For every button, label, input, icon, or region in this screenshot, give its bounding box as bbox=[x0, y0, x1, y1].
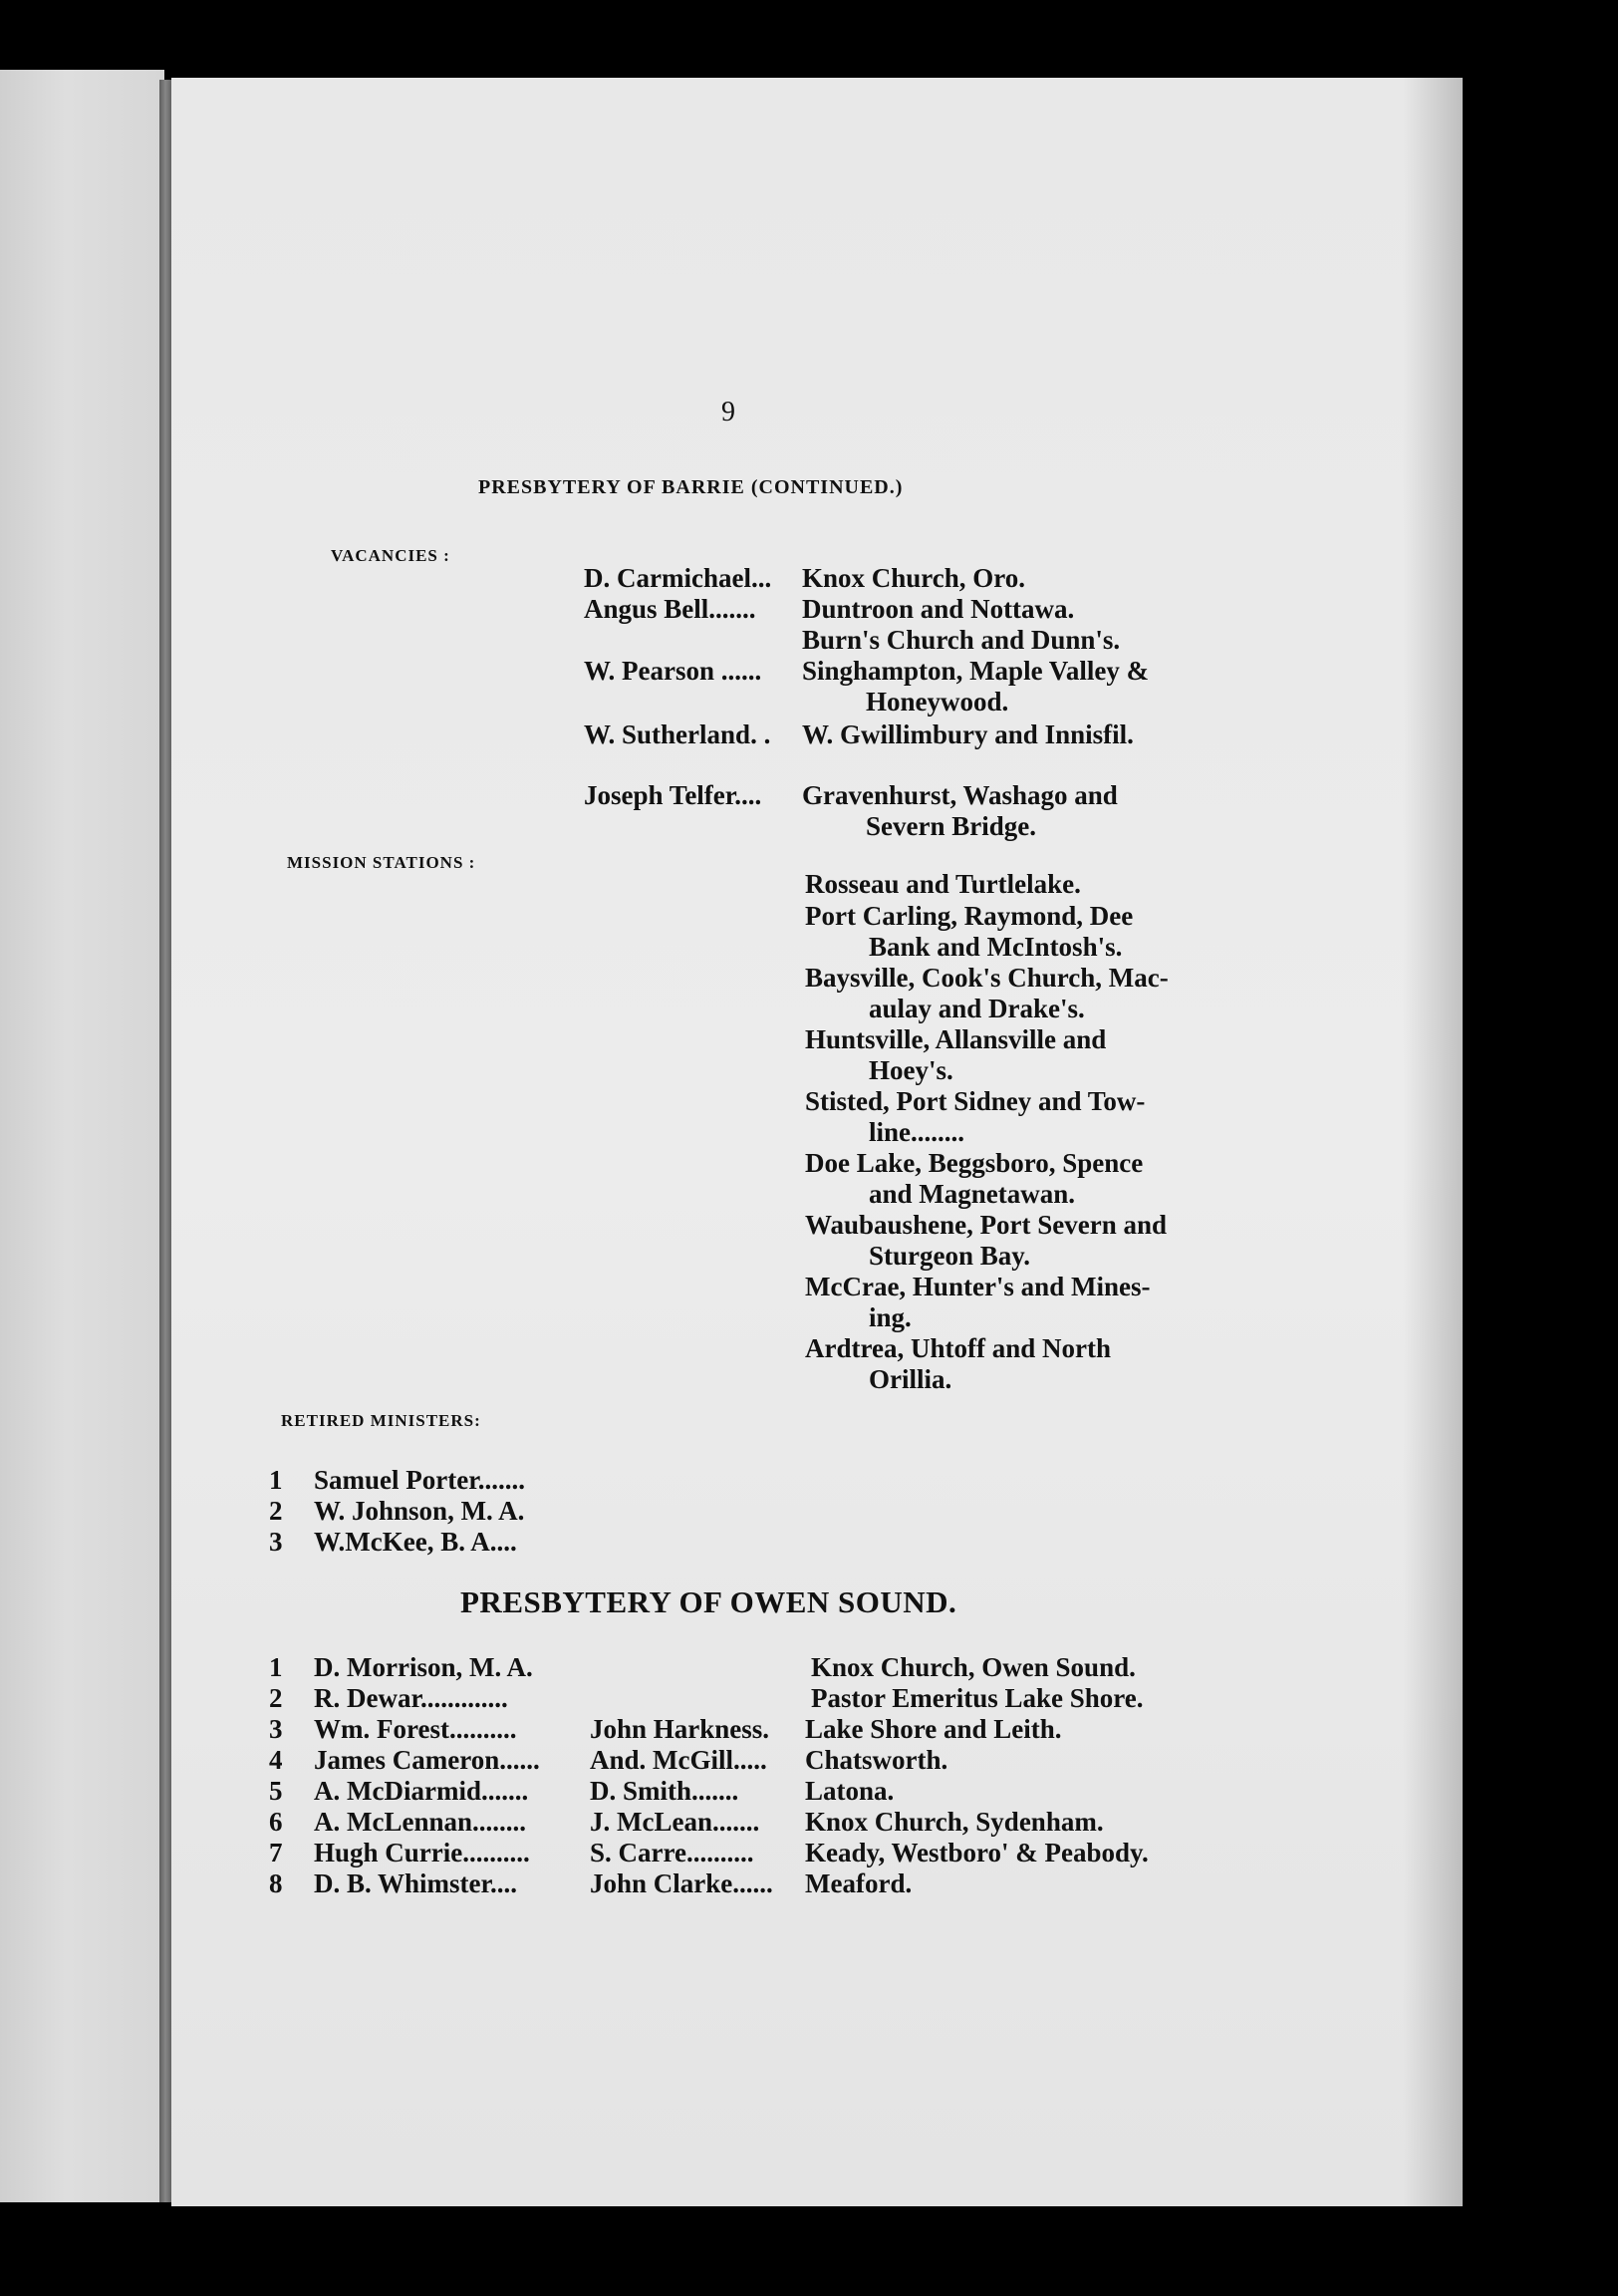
charge: Keady, Westboro' & Peabody. bbox=[805, 1838, 1149, 1867]
row-number: 5 bbox=[269, 1776, 283, 1806]
retired-name: W.McKee, B. A.... bbox=[314, 1527, 517, 1557]
vacancy-name: D. Carmichael... bbox=[584, 563, 772, 593]
vacancies-label: VACANCIES : bbox=[331, 546, 450, 565]
elder-name: S. Carre.......... bbox=[590, 1838, 754, 1867]
minister-name: A. McLennan........ bbox=[314, 1807, 527, 1837]
row-number: 7 bbox=[269, 1838, 283, 1867]
minister-name: R. Dewar............. bbox=[314, 1683, 508, 1713]
minister-name: D. Morrison, M. A. bbox=[314, 1652, 533, 1682]
elder-name: And. McGill..... bbox=[590, 1745, 767, 1775]
charge: Chatsworth. bbox=[805, 1745, 948, 1775]
mission-station: Rosseau and Turtlelake. bbox=[805, 869, 1081, 899]
left-page-edge bbox=[0, 70, 164, 2202]
mission-station: Ardtrea, Uhtoff and North bbox=[805, 1333, 1111, 1363]
document-page bbox=[171, 78, 1463, 2206]
elder-name: D. Smith....... bbox=[590, 1776, 739, 1806]
mission-station-cont: Hoey's. bbox=[869, 1055, 953, 1085]
mission-station: Huntsville, Allansville and bbox=[805, 1024, 1107, 1054]
row-number: 1 bbox=[269, 1652, 283, 1682]
mission-station: Stisted, Port Sidney and Tow- bbox=[805, 1086, 1146, 1116]
retired-name: Samuel Porter....... bbox=[314, 1465, 525, 1495]
mission-station: Baysville, Cook's Church, Mac- bbox=[805, 963, 1169, 993]
mission-station-cont: line........ bbox=[869, 1117, 965, 1147]
page-number: 9 bbox=[721, 397, 735, 428]
row-number: 4 bbox=[269, 1745, 283, 1775]
mission-station-cont: Orillia. bbox=[869, 1364, 952, 1394]
mission-station: McCrae, Hunter's and Mines- bbox=[805, 1272, 1151, 1301]
minister-name: D. B. Whimster.... bbox=[314, 1868, 518, 1898]
book-gutter bbox=[159, 80, 171, 2202]
charge: Meaford. bbox=[805, 1868, 913, 1898]
charge: Pastor Emeritus Lake Shore. bbox=[811, 1683, 1144, 1713]
vacancy-name: W. Sutherland. . bbox=[584, 719, 771, 749]
charge: Lake Shore and Leith. bbox=[805, 1714, 1062, 1744]
mission-station-cont: ing. bbox=[869, 1302, 912, 1332]
mission-station: Waubaushene, Port Severn and bbox=[805, 1210, 1168, 1240]
mission-station: Doe Lake, Beggsboro, Spence bbox=[805, 1148, 1144, 1178]
mission-stations-label: MISSION STATIONS : bbox=[287, 853, 476, 872]
page-shadow bbox=[1403, 78, 1463, 2206]
retired-number: 1 bbox=[269, 1465, 283, 1495]
elder-name: John Harkness. bbox=[590, 1714, 770, 1744]
elder-name: J. McLean....... bbox=[590, 1807, 760, 1837]
retired-name: W. Johnson, M. A. bbox=[314, 1496, 525, 1526]
section-heading-owen-sound: PRESBYTERY OF OWEN SOUND. bbox=[460, 1584, 957, 1619]
retired-number: 3 bbox=[269, 1527, 283, 1557]
vacancy-name: W. Pearson ...... bbox=[584, 656, 762, 686]
row-number: 6 bbox=[269, 1807, 283, 1837]
row-number: 8 bbox=[269, 1868, 283, 1898]
minister-name: Wm. Forest.......... bbox=[314, 1714, 517, 1744]
charge: Knox Church, Sydenham. bbox=[805, 1807, 1104, 1837]
vacancy-place-cont: Honeywood. bbox=[866, 687, 1009, 717]
mission-station-cont: and Magnetawan. bbox=[869, 1179, 1076, 1209]
vacancy-name: Joseph Telfer.... bbox=[584, 780, 762, 810]
minister-name: James Cameron...... bbox=[314, 1745, 540, 1775]
vacancy-name: Angus Bell....... bbox=[584, 594, 756, 624]
section-heading-barrie: PRESBYTERY OF BARRIE (CONTINUED.) bbox=[478, 476, 904, 498]
vacancy-place: Knox Church, Oro. bbox=[802, 563, 1026, 593]
vacancy-place: W. Gwillimbury and Innisfil. bbox=[802, 719, 1134, 749]
minister-name: Hugh Currie.......... bbox=[314, 1838, 530, 1867]
elder-name: John Clarke...... bbox=[590, 1868, 773, 1898]
vacancy-place: Gravenhurst, Washago and bbox=[802, 780, 1118, 810]
charge: Latona. bbox=[805, 1776, 895, 1806]
vacancy-place-cont: Severn Bridge. bbox=[866, 811, 1036, 841]
charge: Knox Church, Owen Sound. bbox=[811, 1652, 1136, 1682]
vacancy-place: Duntroon and Nottawa. bbox=[802, 594, 1075, 624]
retired-ministers-label: RETIRED MINISTERS: bbox=[281, 1411, 481, 1430]
row-number: 3 bbox=[269, 1714, 283, 1744]
minister-name: A. McDiarmid....... bbox=[314, 1776, 529, 1806]
vacancy-place: Burn's Church and Dunn's. bbox=[802, 625, 1121, 655]
mission-station-cont: Bank and McIntosh's. bbox=[869, 932, 1123, 962]
mission-station: Port Carling, Raymond, Dee bbox=[805, 901, 1134, 931]
vacancy-place-justified bbox=[802, 780, 1390, 811]
row-number: 2 bbox=[269, 1683, 283, 1713]
retired-number: 2 bbox=[269, 1496, 283, 1526]
mission-station-cont: aulay and Drake's. bbox=[869, 994, 1085, 1023]
vacancy-place: Singhampton, Maple Valley & bbox=[802, 656, 1150, 686]
mission-station-cont: Sturgeon Bay. bbox=[869, 1241, 1031, 1271]
